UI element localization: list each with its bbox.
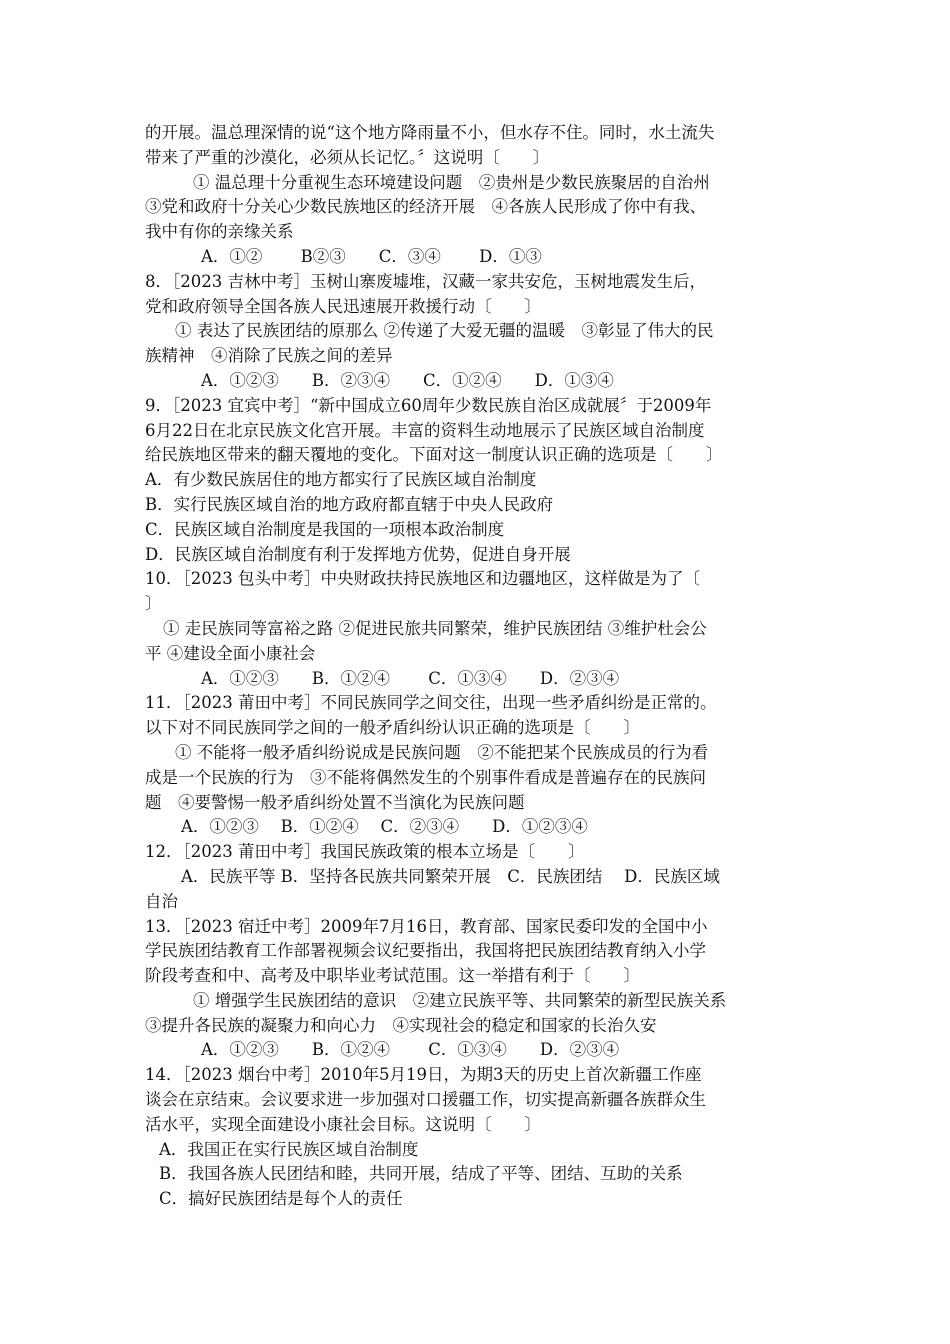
text-line: 平 ④建设全面小康社会 [145,643,316,663]
text-line: ③党和政府十分关心少数民族地区的经济开展 ④各族人民形成了你中有我、 [145,197,706,217]
text-line: 〕 [145,594,162,614]
question-11: 11．［2023 莆田中考］不同民族同学之间交往，出现一些矛盾纠纷是正常的。 [145,693,717,713]
option-b: B．实行民族区域自治的地方政府都直辖于中央人民政府 [145,494,554,514]
text-line: ① 增强学生民族团结的意识 ②建立民族平等、共同繁荣的新型民族关系 [193,990,727,1010]
text-line: 带来了严重的沙漠化，必须从长记忆。〞这说明〔 〕 [145,147,550,167]
answer-options: A．民族平等 B．坚持各民族共同繁荣开展 C．民族团结 D．民族区域 [181,866,720,886]
answer-options: A．①②③ B．①②④ C．②③④ D．①②③④ [181,817,588,837]
question-14: 14．［2023 烟台中考］2010年5月19日，为期3天的历史上首次新疆工作座 [145,1065,702,1085]
text-line: 活水平，实现全面建设小康社会目标。这说明〔 〕 [145,1114,541,1134]
text-line: ① 不能将一般矛盾纠纷说成是民族问题 ②不能把某个民族成员的行为看 [175,742,709,762]
text-line: ③提升各民族的凝聚力和向心力 ④实现社会的稳定和国家的长治久安 [145,1015,657,1035]
option-b: B．我国各族人民团结和睦，共同开展，结成了平等、团结、互助的关系 [159,1164,683,1184]
text-line: 以下对不同民族同学之间的一般矛盾纠纷认识正确的选项是〔 〕 [145,718,640,738]
question-10: 10．［2023 包头中考］中央财政扶持民族地区和边疆地区，这样做是为了〔 [145,569,700,589]
text-line: ① 走民族同等富裕之路 ②促进民旅共同繁荣，维护民族团结 ③维护杜会公 [163,618,707,638]
question-12: 12．［2023 莆田中考］我国民族政策的根本立场是〔 〕 [145,842,585,862]
answer-options: A．①② B②③ C．③④ D．①③ [201,246,542,266]
answer-options: A．①②③ B．①②④ C．①③④ D．②③④ [201,668,620,688]
answer-options: A．①②③ B．②③④ C．①②④ D．①③④ [201,370,614,390]
option-a: A．有少数民族居住的地方都实行了民族区域自治制度 [145,470,537,490]
text-line: 题 ④要警惕一般矛盾纠纷处置不当演化为民族问题 [145,792,525,812]
text-line: 自治 [145,891,178,911]
question-8: 8．［2023 吉林中考］玉树山寨废墟堆，汉藏一家共安危，玉树地震发生后， [145,271,706,291]
option-c: C．搞好民族团结是每个人的责任 [159,1189,403,1209]
text-line: 谈会在京结束。会议要求进一步加强对口援疆工作，切实提高新疆各族群众生 [145,1090,706,1110]
text-line: 党和政府领导全国各族人民迅速展开救援行动〔 〕 [145,296,541,316]
text-line: 的开展。温总理深情的说“这个地方降雨量不小，但水存不住。同时，水土流失 [145,123,715,142]
text-line: ① 温总理十分重视生态环境建设问题 ②贵州是少数民族聚居的自治州 [193,172,710,192]
document-body [145,121,810,1212]
option-a: A．我国正在实行民族区域自治制度 [159,1139,419,1159]
answer-options: A．①②③ B．①②④ C．①③④ D．②③④ [201,1040,620,1060]
text-line: 阶段考查和中、高考及中职毕业考试范围。这一举措有利于〔 〕 [145,966,640,986]
question-9: 9．［2023 宜宾中考］“新中国成立60周年少数民族自治区成就展〞于2009年 [145,395,712,415]
option-c: C．民族区域自治制度是我国的一项根本政治制度 [145,519,505,539]
text-line: 成是一个民族的行为 ③不能将偶然发生的个别事件看成是普遍存在的民族问 [145,767,706,787]
text-line: 我中有你的亲缘关系 [145,222,294,242]
text-line: 学民族团结教育工作部署视频会议纪要指出，我国将把民族团结教育纳入小学 [145,941,706,961]
option-d: D．民族区域自治制度有利于发挥地方优势，促进自身开展 [145,544,571,564]
text-line: 给民族地区带来的翻天覆地的变化。下面对这一制度认识正确的选项是〔 〕 [145,445,723,465]
text-line: ① 表达了民族团结的原那么 ②传递了大爱无疆的温暖 ③彰显了伟大的民 [175,321,714,341]
question-13: 13．［2023 宿迁中考］2009年7月16日，教育部、国家民委印发的全国中小 [145,916,708,936]
text-line: 6月22日在北京民族文化宫开展。丰富的资料生动地展示了民族区域自治制度 [145,420,705,440]
text-line: 族精神 ④消除了民族之间的差异 [145,346,393,366]
